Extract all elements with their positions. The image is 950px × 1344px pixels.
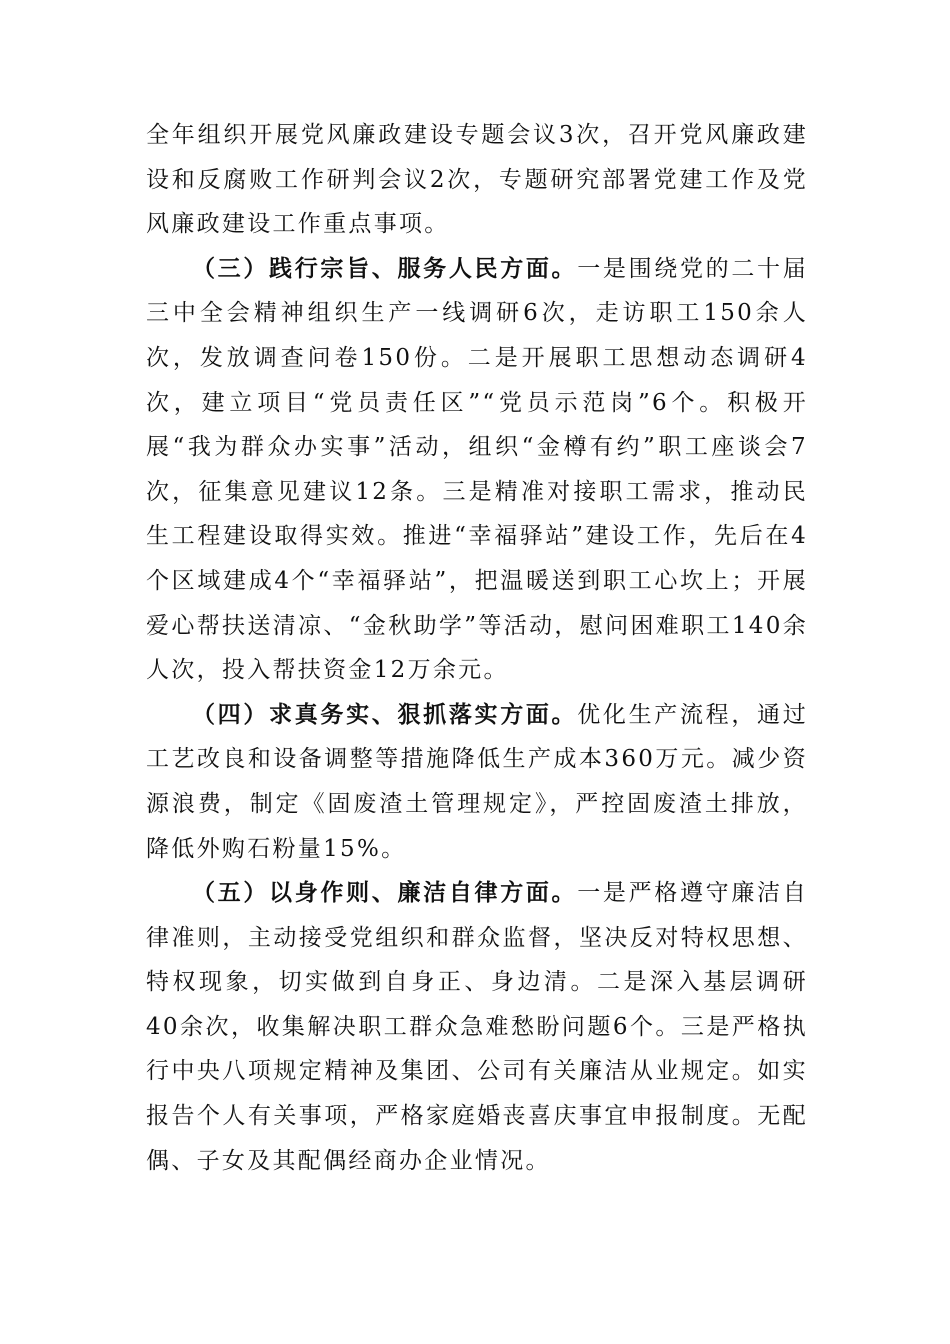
paragraph-text: 一是围绕党的二十届三中全会精神组织生产一线调研6次，走访职工150余人次，发放调查问卷150份。二是开展职工思想动态调研4次，建立项目“党员责任区”“党员示范岗”6个。积极开展“我为群众办实事”活动，组织“金樽有约”职工座谈会7次，征集意见建议12条。三是精准对接职工需求，推动民生工程建设取得实效。推进“幸福驿站”建设工作，先后在4个区域建成4个“幸福驿站”，把温暖送到职工心坎上；开展爱心帮扶送清凉、“金秋助学”等活动，慰问困难职工140余人次，投入帮扶资金12万余元。 xyxy=(146,255,809,684)
paragraph-meetings xyxy=(146,113,808,247)
section-heading-serve-people: （三）践行宗旨、服务人民方面。 xyxy=(192,254,578,282)
paragraph-self-discipline xyxy=(146,871,808,1183)
paragraph-serve-people xyxy=(146,247,808,693)
paragraph-pragmatic xyxy=(146,693,808,871)
section-heading-pragmatic: （四）求真务实、狠抓落实方面。 xyxy=(192,700,578,728)
document-page xyxy=(146,113,808,1183)
paragraph-text: 全年组织开展党风廉政建设专题会议3次，召开党风廉政建设和反腐败工作研判会议2次，专题研究部署党建工作及党风廉政建设工作重点事项。 xyxy=(146,122,808,238)
paragraph-text: 优化生产流程，通过工艺改良和设备调整等措施降低生产成本360万元。减少资源浪费，制定《固废渣土管理规定》，严控固废渣土排放，降低外购石粉量15%。 xyxy=(146,701,809,862)
section-heading-self-discipline: （五）以身作则、廉洁自律方面。 xyxy=(192,879,578,907)
paragraph-text: 一是严格遵守廉洁自律准则，主动接受党组织和群众监督，坚决反对特权思想、特权现象，切实做到自身正、身边清。二是深入基层调研40余次，收集解决职工群众急难愁盼问题6个。三是严格执行中央八项规定精神及集团、公司有关廉洁从业规定。如实报告个人有关事项，严格家庭婚丧喜庆事宜申报制度。无配偶、子女及其配偶经商办企业情况。 xyxy=(146,880,809,1174)
